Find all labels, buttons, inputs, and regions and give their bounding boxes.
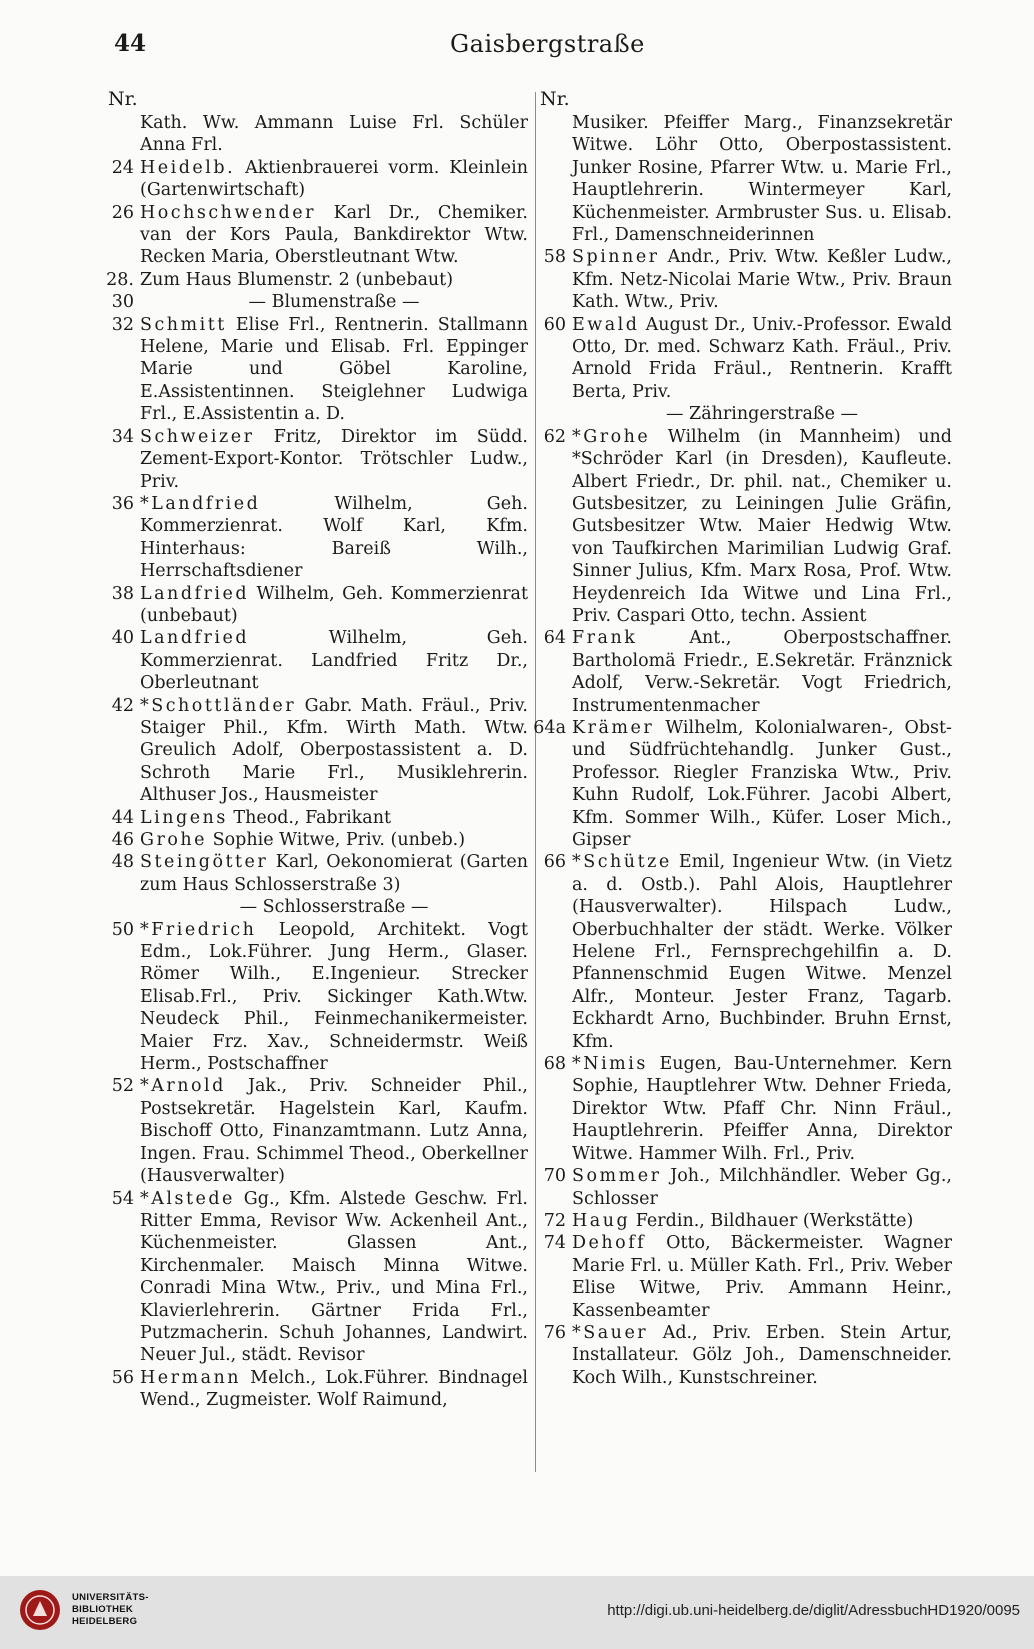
house-number: 58	[543, 247, 566, 268]
residents-text: Kath. Ww. Ammann Luise Frl. Schüler Anna Frl.	[140, 113, 528, 156]
house-number: 48	[111, 852, 134, 873]
house-number: 68	[543, 1054, 566, 1075]
residents-text: Wilhelm (in Mannheim) und *Schröder Karl (in Dresden), Kaufleute. Albert Friedr., Dr. phil. nat., Chemiker u. Gutsbesitzer, zu Leiningen Julie Gräfin, Gutsbesitzer Wtw. Maier Hedwig Wtw. von Taufkirchen Marimilian Ludwig Graf. Sinner Julius, Kfm. Marx Rosa, Prof. Wtw. Heydenreich Ida Witwe und Lina Frl., Priv. Caspari Otto, techn. Assient	[572, 426, 952, 626]
house-number: 42	[111, 695, 134, 716]
house-number: 66	[543, 852, 566, 873]
directory-entry	[540, 627, 952, 717]
directory-entry	[108, 1367, 528, 1412]
directory-entry	[108, 493, 528, 583]
directory-entry	[540, 112, 952, 246]
owner-name: *Schütze	[572, 852, 672, 873]
house-number: 46	[111, 830, 134, 850]
house-number: 24	[111, 157, 134, 178]
owner-name: Lingens	[140, 807, 228, 828]
directory-entry	[108, 695, 528, 807]
directory-entry	[108, 202, 528, 269]
directory-entry	[108, 112, 528, 157]
directory-entry	[108, 426, 528, 493]
right-column-entries	[533, 112, 952, 1389]
owner-name: Spinner	[572, 247, 660, 268]
house-number: 76	[543, 1322, 566, 1343]
running-title: Gaisbergstraße	[450, 30, 645, 58]
house-number: 70	[543, 1166, 566, 1187]
owner-name: Sommer	[572, 1166, 662, 1187]
residents-text: Joh., Milchhändler. Weber Gg., Schlosser	[572, 1166, 952, 1209]
directory-entry	[540, 246, 952, 313]
owner-name: Ewald	[572, 314, 640, 335]
institution-name	[72, 1592, 149, 1628]
house-number: 56	[111, 1367, 134, 1388]
house-number: 62	[543, 426, 566, 447]
institution-line: HEIDELBERG	[72, 1616, 138, 1627]
right-column-heading: Nr.	[540, 88, 570, 110]
page-number: 44	[114, 30, 147, 57]
directory-entry	[108, 919, 528, 1076]
residents-text: Ferdin., Bildhauer (Werkstätte)	[635, 1210, 914, 1231]
residents-text: Aktienbrauerei vorm. Kleinlein (Gartenwirtschaft)	[140, 157, 528, 201]
residents-text: Wilhelm, Geh. Kommerzienrat (unbebaut)	[140, 583, 528, 626]
residents-text: Karl Dr., Chemiker. van der Kors Paula, Bankdirektor Wtw. Recken Maria, Oberstleutnant Wtw.	[140, 202, 528, 268]
directory-entry	[108, 627, 528, 694]
left-column-heading: Nr.	[108, 88, 138, 110]
column-divider	[535, 92, 536, 1472]
house-number: 72	[543, 1210, 566, 1231]
directory-entry	[108, 851, 528, 896]
house-number: 38	[111, 583, 134, 604]
owner-name: *Arnold	[140, 1076, 226, 1097]
owner-name: *Schottländer	[140, 695, 297, 716]
owner-name: *Alstede	[140, 1188, 235, 1209]
residents-text: Emil, Ingenieur Wtw. (in Vietz a. d. Ostb.). Pahl Alois, Hauptlehrer (Hausverwalter). Hilspach Ludw., Oberbuchhalter der städt. Werke. Völker Helene Frl., Fernsprechgehilfin a. D. Pfannenschmid Eugen Witwe. Menzel Alfr., Monteur. Jester Franz, Tagarb. Eckhardt Arno, Buchbinder. Bruhn Ernst, Kfm.	[572, 852, 952, 1052]
residents-text: Musiker. Pfeiffer Marg., Finanzsekretär Witwe. Löhr Otto, Oberpostassistent. Junker Rosine, Pfarrer Wtw. u. Marie Frl., Hauptlehrerin. Wintermeyer Karl, Küchenmeister. Armbruster Sus. u. Elisab. Frl., Damenschneiderinnen	[572, 113, 952, 246]
residents-text: Fritz, Direktor im Südd. Zement-Export-Kontor. Trötschler Ludw., Priv.	[140, 426, 528, 492]
directory-entry	[108, 829, 528, 851]
directory-entry	[540, 426, 952, 628]
street-divider: — Zähringerstraße —	[665, 404, 858, 425]
residents-text: Eugen, Bau-Unternehmer. Kern Sophie, Hauptlehrer Wtw. Dehner Frieda, Direktor Wtw. Pfaff Chr. Ninn Fräul., Hauptlehrerin. Pfeiffer Anna, Direktor Witwe. Hammer Wilh. Frl., Priv.	[572, 1054, 952, 1164]
residents-text: Wilhelm, Geh. Kommerzienrat. Wolf Karl, Kfm. Hinterhaus: Bareiß Wilh., Herrschaftsdiener	[140, 493, 528, 582]
house-number: 54	[111, 1188, 134, 1209]
residents-text: Andr., Priv. Wtw. Keßler Ludw., Kfm. Netz-Nicolai Marie Wtw., Priv. Braun Kath. Wtw., Priv.	[572, 247, 952, 313]
owner-name: Grohe	[140, 830, 208, 850]
left-column	[108, 88, 528, 1478]
house-number: 26	[111, 202, 134, 223]
owner-name: Schweizer	[140, 426, 255, 447]
owner-name: Steingötter	[140, 852, 269, 873]
owner-name: Landfried	[140, 628, 250, 649]
residents-text: Otto, Bäckermeister. Wagner Marie Frl. u. Müller Kath. Frl., Priv. Weber Elise Witwe, Priv. Ammann Heinr., Kassenbeamter	[572, 1233, 952, 1321]
house-number: 64	[543, 628, 566, 649]
residents-text: Wilhelm, Geh. Kommerzienrat. Landfried Fritz Dr., Oberleutnant	[140, 628, 528, 694]
owner-name: Haug	[572, 1210, 631, 1231]
house-number: 60	[543, 314, 566, 335]
directory-entry	[540, 1165, 952, 1210]
owner-name: Dehoff	[572, 1233, 647, 1254]
owner-name: Hochschwender	[140, 202, 316, 223]
residents-text: Gabr. Math. Fräul., Priv. Staiger Phil., Kfm. Wirth Math. Wtw. Greulich Adolf, Oberpostassistent a. D. Schroth Marie Frl., Musiklehrerin. Althuser Jos., Hausmeister	[140, 695, 528, 806]
directory-entry	[108, 1075, 528, 1187]
directory-entry	[108, 583, 528, 628]
directory-entry	[540, 1322, 952, 1389]
house-number: 44	[111, 807, 134, 828]
residents-text: Theod., Fabrikant	[233, 807, 392, 828]
residents-text: Jak., Priv. Schneider Phil., Postsekretär. Hagelstein Karl, Kaufm. Bischoff Otto, Finanzamtmann. Lutz Anna, Ingen. Frau. Schimmel Theod., Oberkellner (Hausverwalter)	[140, 1076, 528, 1187]
residents-text: Melch., Lok.Führer. Bindnagel Wend., Zugmeister. Wolf Raimund,	[140, 1367, 528, 1411]
owner-name: *Nimis	[572, 1054, 648, 1075]
directory-entry	[540, 1210, 952, 1232]
directory-entry	[108, 1188, 528, 1367]
owner-name: Krämer	[572, 717, 655, 738]
directory-entry	[540, 1232, 952, 1322]
footer-bar	[0, 1576, 1034, 1649]
residents-text: Sophie Witwe, Priv. (unbeb.)	[212, 830, 466, 850]
owner-name: *Friedrich	[140, 919, 257, 940]
owner-name: *Landfried	[140, 493, 261, 514]
residents-text: Gg., Kfm. Alstede Geschw. Frl. Ritter Emma, Revisor Ww. Ackenheil Ant., Küchenmeister. Glassen Ant., Kirchenmaler. Maisch Minna Witwe. Conradi Mina Wtw., Priv., und Mina Frl., Klavierlehrerin. Gärtner Frida Frl., Putzmacherin. Schuh Johannes, Landwirt. Neuer Jul., städt. Revisor	[140, 1188, 528, 1366]
directory-entry	[533, 717, 952, 851]
house-number: 36	[111, 493, 134, 514]
owner-name: Landfried	[140, 583, 250, 604]
owner-name: Schmitt	[140, 314, 227, 335]
house-number: 28. 30	[106, 269, 134, 313]
house-number: 64a	[533, 717, 566, 738]
house-number: 52	[111, 1076, 134, 1097]
street-divider: — Schlosserstraße —	[239, 897, 429, 918]
residents-text: Wilhelm, Kolonialwaren-, Obst- und Südfrüchtehandlg. Junker Gust., Professor. Riegler Franziska Wtw., Priv. Kuhn Rudolf, Lok.Führer. Jacobi Albert, Kfm. Sommer Wilh., Küfer. Loser Mich., Gipser	[572, 717, 952, 850]
owner-name: Hermann	[140, 1367, 242, 1388]
institution-line: BIBLIOTHEK	[72, 1604, 134, 1615]
owner-name: Heidelb.	[140, 157, 236, 178]
street-divider: — Blumenstraße —	[248, 292, 420, 313]
source-url-link[interactable]: http://digi.ub.uni-heidelberg.de/diglit/AdressbuchHD1920/0095	[607, 1602, 1020, 1619]
residents-text: Leopold, Architekt. Vogt Edm., Lok.Führer. Jung Herm., Glaser. Römer Wilh., E.Ingenieur. Strecker Elisab.Frl., Priv. Sickinger Kath.Wtw. Neudeck Phil., Feinmechanikermeister. Maier Frz. Xav., Schneidermstr. Weiß Herm., Postschaffner	[140, 919, 528, 1075]
institution-line: UNIVERSITÄTS-	[72, 1592, 149, 1603]
house-number: 40	[111, 628, 134, 649]
directory-entry	[108, 314, 528, 426]
directory-entry	[540, 314, 952, 404]
directory-entry	[108, 157, 528, 202]
page-header	[0, 26, 1034, 66]
house-number: 32	[111, 314, 134, 335]
owner-name: Frank	[572, 628, 638, 649]
left-column-entries	[108, 112, 528, 1412]
directory-entry	[108, 807, 528, 829]
owner-name: *Sauer	[572, 1322, 649, 1343]
residents-text: Ad., Priv. Erben. Stein Artur, Installateur. Gölz Joh., Damenschneider. Koch Wilh., Kunstschreiner.	[572, 1322, 952, 1388]
residents-text: Elise Frl., Rentnerin. Stallmann Helene, Marie und Elisab. Frl. Eppinger Marie und Göbel Karoline, E.Assistentinnen. Steiglehner Ludwiga Frl., E.Assistentin a. D.	[140, 314, 528, 425]
university-seal-icon	[18, 1588, 62, 1632]
residents-text: August Dr., Univ.-Professor. Ewald Otto, Dr. med. Schwarz Kath. Fräul., Priv. Arnold Frida Fräul., Rentnerin. Krafft Berta, Priv.	[572, 314, 952, 402]
house-number: 50	[111, 919, 134, 940]
right-column	[533, 88, 952, 1478]
directory-entry	[540, 1053, 952, 1165]
house-number: 74	[543, 1233, 566, 1254]
residents-text: Ant., Oberpostschaffner. Bartholomä Friedr., E.Sekretär. Fränznick Adolf, Verw.-Sekretär. Vogt Friedrich, Instrumentenmacher	[572, 628, 952, 716]
residents-text: Zum Haus Blumenstr. 2 (unbebaut)	[140, 269, 454, 290]
house-number: 34	[111, 426, 134, 447]
directory-entry	[540, 851, 952, 1053]
residents-text: Karl, Oekonomierat (Garten zum Haus Schlosserstraße 3)	[140, 852, 528, 895]
owner-name: *Grohe	[572, 426, 651, 447]
